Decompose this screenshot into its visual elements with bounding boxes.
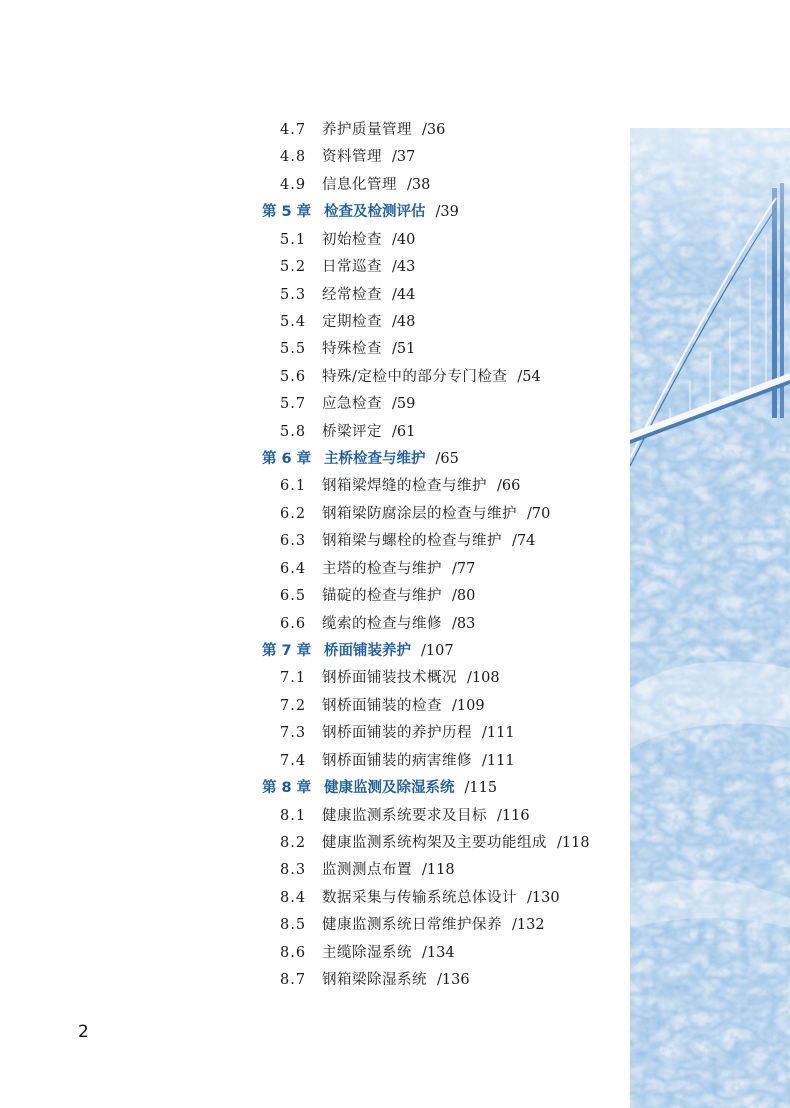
page-reference: /74 — [512, 533, 536, 550]
toc-section-entry[interactable] — [280, 473, 520, 500]
chapter-number: 第 5 章 — [262, 204, 312, 221]
toc-chapter-entry[interactable] — [262, 199, 459, 226]
section-title: 信息化管理 — [322, 176, 397, 193]
toc-chapter-entry[interactable] — [262, 775, 497, 802]
section-title: 监测测点布置 — [322, 862, 412, 879]
page-reference: /38 — [407, 176, 431, 193]
section-title: 健康监测系统构架及主要功能组成 — [322, 834, 547, 851]
page-reference: /111 — [482, 725, 515, 742]
toc-section-entry[interactable] — [280, 857, 455, 884]
page-reference: /37 — [392, 149, 416, 166]
toc-section-entry[interactable] — [280, 912, 545, 939]
section-title: 养护质量管理 — [322, 122, 412, 138]
section-number: 7.1 — [280, 670, 307, 687]
section-title: 钢箱梁防腐涂层的检查与维护 — [322, 505, 517, 522]
page-reference: /77 — [452, 560, 476, 577]
section-number: 8.7 — [280, 972, 307, 989]
page-reference: /70 — [527, 505, 551, 522]
section-number: 4.7 — [280, 122, 307, 138]
page-reference: /54 — [517, 368, 541, 385]
page-reference: /109 — [452, 697, 485, 714]
toc-section-entry[interactable] — [280, 391, 415, 418]
section-number: 8.1 — [280, 807, 307, 824]
page-reference: /130 — [527, 889, 560, 906]
section-number: 6.6 — [280, 615, 307, 632]
section-number: 6.5 — [280, 588, 307, 605]
section-title: 经常检查 — [322, 286, 382, 303]
toc-section-entry[interactable] — [280, 144, 415, 171]
section-title: 特殊/定检中的部分专门检查 — [322, 368, 508, 385]
page-reference: /80 — [452, 588, 476, 605]
section-number: 6.3 — [280, 533, 307, 550]
toc-section-entry[interactable] — [280, 830, 590, 857]
section-title: 日常巡查 — [322, 259, 382, 276]
chapter-number: 第 7 章 — [262, 642, 312, 659]
page-reference: /44 — [392, 286, 416, 303]
page-reference: /111 — [482, 752, 515, 769]
page-reference: /39 — [435, 204, 459, 221]
section-title: 数据采集与传输系统总体设计 — [322, 889, 517, 906]
page-reference: /43 — [392, 259, 416, 276]
chapter-title: 桥面铺装养护 — [324, 642, 411, 659]
section-number: 8.3 — [280, 862, 307, 879]
toc-section-entry[interactable] — [280, 748, 515, 775]
section-number: 4.8 — [280, 149, 307, 166]
page-reference: /134 — [422, 944, 455, 961]
section-number: 8.4 — [280, 889, 307, 906]
chapter-title: 检查及检测评估 — [324, 204, 426, 221]
section-number: 6.1 — [280, 478, 307, 495]
toc-section-entry[interactable] — [280, 172, 430, 199]
page-reference: /118 — [557, 834, 590, 851]
section-number: 8.6 — [280, 944, 307, 961]
toc-section-entry[interactable] — [280, 556, 475, 583]
section-number: 5.6 — [280, 368, 307, 385]
page-reference: /107 — [421, 642, 454, 659]
page-reference: /83 — [452, 615, 476, 632]
toc-section-entry[interactable] — [280, 528, 535, 555]
section-title: 主塔的检查与维护 — [322, 560, 442, 577]
page-reference: /132 — [512, 917, 545, 934]
page-reference: /116 — [497, 807, 530, 824]
page-reference: /118 — [422, 862, 455, 879]
section-title: 钢箱梁与螺栓的检查与维护 — [322, 533, 502, 550]
section-number: 5.5 — [280, 341, 307, 358]
toc-section-entry[interactable] — [280, 364, 541, 391]
section-number: 6.2 — [280, 505, 307, 522]
toc-section-entry[interactable] — [280, 501, 550, 528]
toc-section-entry[interactable] — [280, 336, 415, 363]
chapter-title: 主桥检查与维护 — [324, 451, 426, 468]
section-title: 钢桥面铺装的养护历程 — [322, 725, 472, 742]
bridge-photo — [630, 128, 790, 1108]
toc-section-entry[interactable] — [280, 611, 475, 638]
section-title: 钢桥面铺装的检查 — [322, 697, 442, 714]
section-title: 钢桥面铺装技术概况 — [322, 670, 457, 687]
toc-section-entry[interactable] — [280, 720, 515, 747]
page-reference: /59 — [392, 396, 416, 413]
toc-chapter-entry[interactable] — [262, 446, 459, 473]
page-reference: /65 — [435, 451, 459, 468]
section-number: 5.2 — [280, 259, 307, 276]
section-number: 5.8 — [280, 423, 307, 440]
section-title: 主缆除湿系统 — [322, 944, 412, 961]
section-title: 钢桥面铺装的病害维修 — [322, 752, 472, 769]
page-reference: /108 — [467, 670, 500, 687]
page-reference: /61 — [392, 423, 416, 440]
section-title: 初始检查 — [322, 231, 382, 248]
section-number: 4.9 — [280, 176, 307, 193]
page-reference: /66 — [497, 478, 521, 495]
section-number: 7.2 — [280, 697, 307, 714]
section-title: 钢箱梁焊缝的检查与维护 — [322, 478, 487, 495]
bridge-photo-graphic — [630, 128, 790, 1108]
section-title: 资料管理 — [322, 149, 382, 166]
section-number: 8.2 — [280, 834, 307, 851]
toc-chapter-entry[interactable] — [262, 638, 454, 665]
section-number: 7.4 — [280, 752, 307, 769]
toc-section-entry[interactable] — [280, 967, 470, 994]
section-number: 8.5 — [280, 917, 307, 934]
section-number: 5.4 — [280, 313, 307, 330]
section-number: 5.7 — [280, 396, 307, 413]
chapter-number: 第 8 章 — [262, 780, 312, 797]
toc-section-entry[interactable] — [280, 693, 485, 720]
page-reference: /51 — [392, 341, 416, 358]
page-number: 2 — [78, 1022, 89, 1042]
section-number: 7.3 — [280, 725, 307, 742]
toc-section-entry[interactable] — [280, 309, 415, 336]
section-title: 健康监测系统日常维护保养 — [322, 917, 502, 934]
section-title: 应急检查 — [322, 396, 382, 413]
chapter-number: 第 6 章 — [262, 451, 312, 468]
toc-section-entry[interactable] — [280, 227, 415, 254]
toc-section-entry[interactable] — [280, 665, 500, 692]
page-reference: /48 — [392, 313, 416, 330]
section-title: 锚碇的检查与维护 — [322, 588, 442, 605]
section-title: 定期检查 — [322, 313, 382, 330]
page-reference: /40 — [392, 231, 416, 248]
section-number: 6.4 — [280, 560, 307, 577]
toc-section-entry[interactable] — [280, 803, 530, 830]
section-title: 缆索的检查与维修 — [322, 615, 442, 632]
toc-section-entry[interactable] — [280, 583, 475, 610]
section-number: 5.3 — [280, 286, 307, 303]
toc-section-entry[interactable] — [280, 885, 560, 912]
section-title: 健康监测系统要求及目标 — [322, 807, 487, 824]
page-reference: /136 — [437, 972, 470, 989]
section-title: 钢箱梁除湿系统 — [322, 972, 427, 989]
page-reference: /36 — [422, 122, 446, 138]
toc-section-entry[interactable] — [280, 282, 415, 309]
section-number: 5.1 — [280, 231, 307, 248]
section-title: 桥梁评定 — [322, 423, 382, 440]
toc-section-entry[interactable] — [280, 254, 415, 281]
section-title: 特殊检查 — [322, 341, 382, 358]
toc-section-entry[interactable] — [280, 117, 445, 144]
toc-section-entry[interactable] — [280, 940, 455, 967]
chapter-title: 健康监测及除湿系统 — [324, 780, 455, 797]
page-reference: /115 — [464, 780, 498, 797]
toc-section-entry[interactable] — [280, 419, 415, 446]
